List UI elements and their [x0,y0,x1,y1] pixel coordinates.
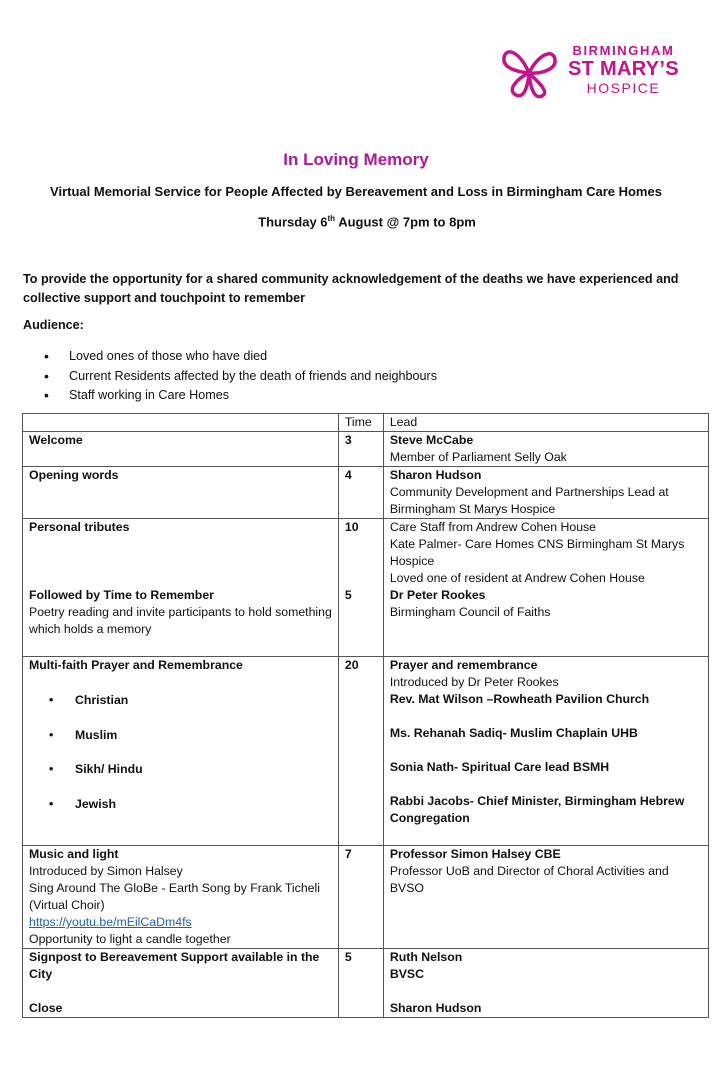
date-suffix: August @ 7pm to 8pm [335,214,476,230]
logo-line-2: ST MARY’S [568,58,679,80]
lead-name: Steve McCabe [389,433,474,447]
row-item [23,846,339,949]
lead-name: Dr Peter Rookes [389,588,486,602]
event-date [0,214,720,229]
lead-detail: Community Development and Partnerships Lead at Birmingham St Marys Hospice [389,485,669,516]
row-time: 20 [338,657,383,846]
row-item: Opening words [23,467,339,519]
page-subtitle: Virtual Memorial Service for People Affected by Bereavement and Loss in Birmingham Care Homes [50,184,662,199]
lead-name: Sonia Nath- Spiritual Care lead BSMH [389,760,610,774]
row-item: Welcome [23,432,339,467]
item-detail: Introduced by Simon Halsey [29,864,183,878]
item-title: Personal tributes [29,520,130,534]
audience-item: • Current Residents affected by the death of friends and neighbours [24,367,437,387]
lead-name: Rabbi Jacobs- Chief Minister, Birmingham Hebrew Congregation [389,794,685,825]
row-item [23,657,339,846]
lead-name: Ms. Rehanah Sadiq- Muslim Chaplain UHB [389,726,638,740]
lead-name: Sharon Hudson [389,1001,482,1015]
lead-line: Introduced by Dr Peter Rookes [389,675,559,689]
lead-detail: Member of Parliament Selly Oak [389,450,567,464]
item-title-2: Followed by Time to Remember [29,588,214,602]
lead-name: Professor Simon Halsey CBE [389,847,561,861]
header-item [23,414,339,432]
logo-line-3: HOSPICE [586,80,661,96]
header-lead: Lead [383,414,708,432]
audience-list [24,347,437,406]
lead-name: Ruth Nelson [389,950,463,964]
faith-item: • Christian [29,692,332,727]
row-lead [383,467,708,519]
lead-line: Loved one of resident at Andrew Cohen House [389,571,645,585]
item-detail: Opportunity to light a candle together [29,932,231,946]
row-time [338,519,383,657]
intro-text: To provide the opportunity for a shared community acknowledgement of the deaths we have experienced and collective support and touchpoint to remember [23,272,679,305]
faith-list [29,692,332,830]
row-lead [383,432,708,467]
logo-line-1: BIRMINGHAM [572,43,675,58]
lead-name: Prayer and remembrance [389,658,538,672]
table-row [23,519,709,657]
row-item [23,949,339,1018]
item-title-2: Close [29,1001,63,1015]
date-sup: th [327,214,336,223]
programme-table [22,413,709,1018]
row-time: 4 [338,467,383,519]
table-row [23,432,709,467]
header-time: Time [338,414,383,432]
item-title: Multi-faith Prayer and Remembrance [29,658,243,672]
lead-name: Sharon Hudson [389,468,482,482]
item-title: Signpost to Bereavement Support available in the City [29,950,320,981]
table-header-row [23,414,709,432]
item-detail: Poetry reading and invite participants to hold something which holds a memory [29,605,332,636]
lead-line: Care Staff from Andrew Cohen House [389,520,597,534]
table-row [23,949,709,1018]
item-detail: Sing Around The GloBe - Earth Song by Frank Ticheli (Virtual Choir) [29,881,320,912]
faith-item: • Sikh/ Hindu [29,761,332,796]
faith-item: • Muslim [29,727,332,762]
time-value: 10 [344,520,359,534]
table-row [23,846,709,949]
youtube-link[interactable]: https://youtu.be/mEilCaDm4fs [29,915,192,929]
audience-item: • Staff working in Care Homes [24,386,437,406]
time-value-2: 5 [344,588,352,602]
row-lead [383,949,708,1018]
row-lead [383,846,708,949]
row-time: 7 [338,846,383,949]
lead-line: Birmingham Council of Faiths [389,605,551,619]
row-time: 3 [338,432,383,467]
audience-label: Audience: [23,318,84,332]
row-lead [383,519,708,657]
date-prefix: Thursday 6 [258,214,328,230]
faith-item: • Jewish [29,796,332,831]
table-row [23,467,709,519]
audience-item: • Loved ones of those who have died [24,347,437,367]
row-lead [383,657,708,846]
page-title: In Loving Memory [283,150,429,169]
lead-name: Rev. Mat Wilson –Rowheath Pavilion Church [389,692,650,706]
lead-line: Kate Palmer- Care Homes CNS Birmingham St Marys Hospice [389,537,685,568]
item-title: Music and light [29,847,119,861]
lead-detail: Professor UoB and Director of Choral Activities and BVSO [389,864,669,895]
row-time: 5 [338,949,383,1018]
table-row [23,657,709,846]
lead-name: BVSC [389,967,424,981]
hospice-logo [568,44,679,95]
row-item [23,519,339,657]
